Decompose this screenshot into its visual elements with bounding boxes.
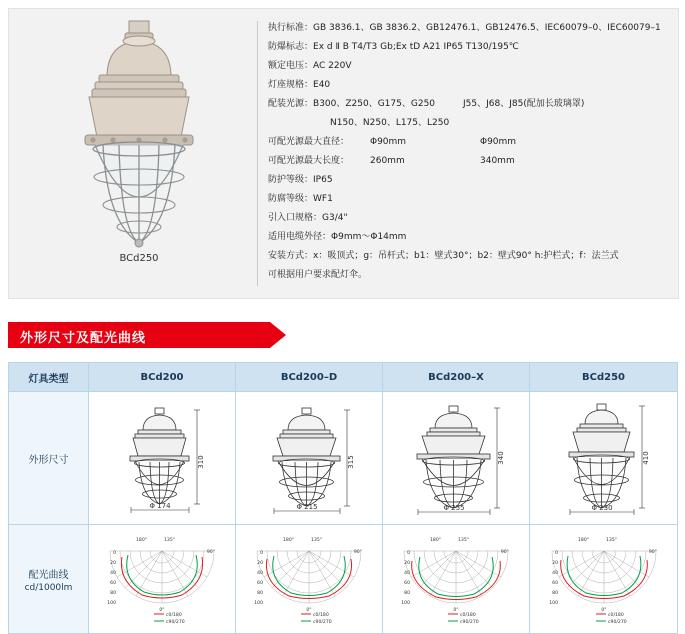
dimension-cell-bcd250 [530, 392, 678, 525]
lamp-source-col1: B300、Z250、G175、G250 [313, 99, 436, 109]
curve-scale-80-bcd200-d: 80 [257, 591, 263, 596]
curve-scale-40-bcd200-d: 40 [257, 571, 263, 576]
spec-note: 可根据用户要求配灯伞。 [268, 270, 368, 280]
dimension-cell-bcd200 [89, 392, 236, 525]
row-label-dimensions: 外形尺寸 [9, 392, 89, 525]
curve-scale-80-bcd200: 80 [110, 591, 116, 596]
dimension-drawing-bcd200 [97, 400, 227, 516]
curve-scale-0-bcd200: 0 [113, 551, 116, 556]
curve-scale-0-bcd250: 0 [554, 551, 558, 556]
spec-row-socket [268, 78, 675, 92]
max-length-v1: 260mm [370, 156, 405, 166]
dimension-diameter-bcd200-x: Φ 255 [443, 504, 465, 512]
curve-scale-20-bcd250: 20 [551, 561, 558, 566]
spec-value: E40 [313, 80, 331, 90]
spec-label: 配装光源： [268, 99, 314, 109]
curve-angle-180-bcd200: 180° [136, 538, 148, 543]
spec-value: Ex d Ⅱ B T4/T3 Gb;Ex tD A21 IP65 T130/195℃ [313, 42, 519, 52]
spec-label: 灯座规格： [268, 80, 314, 90]
dimension-drawing-bcd250 [539, 400, 669, 516]
dimension-cell-bcd200-x [383, 392, 530, 525]
curve-angle-90-bcd200-x: 90° [500, 550, 509, 555]
spec-row-voltage [268, 59, 675, 73]
th-bcd200-d: BCd200–D [236, 363, 383, 392]
curve-cell-bcd200 [89, 525, 236, 634]
spec-value: Φ9mm～Φ14mm [331, 232, 407, 242]
dimension-drawing-bcd200-x [391, 400, 521, 516]
dimension-diameter-bcd250: Φ 230 [590, 504, 613, 512]
dimension-height-bcd250: 410 [641, 451, 650, 465]
curve-angle-0-bcd200: 0° [159, 608, 165, 613]
spec-label: 执行标准： [268, 23, 314, 33]
curve-scale-40-bcd200: 40 [110, 571, 116, 576]
curve-cell-bcd250 [530, 525, 678, 634]
curve-scale-80-bcd200-x: 80 [404, 591, 410, 596]
dimension-height-bcd200: 310 [197, 455, 205, 469]
spec-label: 防爆标志： [268, 42, 314, 52]
curve-legend-c0-bcd200: c0/180 [166, 613, 182, 618]
section-header-dimensions-curves [8, 322, 270, 348]
spec-row-lamp-source-2 [268, 116, 675, 130]
curve-cell-bcd200-x [383, 525, 530, 634]
curve-angle-90-bcd200-d: 90° [353, 550, 362, 555]
curve-legend-c90-bcd250: c90/270 [607, 620, 627, 625]
curve-scale-100-bcd250: 100 [548, 601, 558, 606]
product-photo [29, 17, 249, 287]
row-label-curves-text: 配光曲线 [28, 569, 69, 581]
row-label-curves [9, 525, 89, 634]
curve-legend-c0-bcd250: c0/180 [607, 613, 624, 618]
curve-scale-100-bcd200-d: 100 [254, 601, 263, 606]
spec-value: WF1 [313, 194, 333, 204]
curve-legend-c0-bcd200-d: c0/180 [313, 613, 329, 618]
max-diameter-v1: Φ90mm [370, 137, 407, 147]
spec-row-exproof-mark [268, 40, 675, 54]
spec-row-cable [268, 230, 675, 244]
spec-label: 额定电压： [268, 61, 314, 71]
spec-row-max-diameter [268, 135, 675, 149]
curve-scale-100-bcd200-x: 100 [401, 601, 410, 606]
photometric-curve-bcd200 [102, 533, 222, 625]
spec-row-install [268, 249, 675, 263]
table-row-dimensions [9, 392, 678, 525]
th-type: 灯具类型 [9, 363, 89, 392]
spec-label: 防护等级： [268, 175, 314, 185]
curve-angle-180-bcd250: 180° [577, 538, 589, 543]
section-arrow-icon [270, 322, 286, 348]
curve-angle-180-bcd200-x: 180° [430, 538, 442, 543]
curve-angle-135-bcd200-x: 135° [458, 538, 470, 543]
max-diameter-v2: Φ90mm [480, 137, 517, 147]
dimension-height-bcd200-x: 340 [497, 451, 505, 465]
spec-label: 引入口规格： [268, 213, 323, 223]
curve-scale-0-bcd200-x: 0 [407, 551, 410, 556]
dimension-drawing-bcd200-d [244, 400, 374, 516]
dimension-diameter-bcd200: Φ 174 [149, 502, 171, 510]
spec-row-corrosion [268, 192, 675, 206]
curve-scale-80-bcd250: 80 [551, 591, 558, 596]
curve-scale-60-bcd200: 60 [110, 581, 116, 586]
curve-angle-135-bcd200-d: 135° [311, 538, 323, 543]
photometric-curve-bcd200-d [249, 533, 369, 625]
spec-value: IP65 [313, 175, 333, 185]
max-length-v2: 340mm [480, 156, 515, 166]
product-overview-panel [8, 8, 679, 299]
photometric-curve-bcd200-x [396, 533, 516, 625]
curve-angle-135-bcd200: 135° [164, 538, 176, 543]
section-title: 外形尺寸及配光曲线 [20, 331, 147, 346]
spec-label: 适用电缆外径： [268, 232, 332, 242]
curve-scale-60-bcd250: 60 [551, 581, 558, 586]
curve-legend-c0-bcd200-x: c0/180 [460, 613, 476, 618]
spec-list [257, 21, 675, 286]
spec-label: 可配光源最大长度： [268, 156, 350, 166]
curve-legend-c90-bcd200-x: c90/270 [460, 620, 479, 625]
curve-angle-0-bcd200-x: 0° [453, 608, 459, 613]
curve-angle-135-bcd250: 135° [605, 538, 617, 543]
spec-label: 安装方式： [268, 251, 314, 261]
curve-scale-40-bcd250: 40 [551, 571, 558, 576]
th-bcd250: BCd250 [530, 363, 678, 392]
curve-scale-20-bcd200-d: 20 [257, 561, 263, 566]
spec-row-standard [268, 21, 675, 35]
dimension-height-bcd200-d: 315 [347, 455, 355, 469]
curve-scale-60-bcd200-d: 60 [257, 581, 263, 586]
spec-value: G3/4" [322, 213, 348, 223]
curve-angle-90-bcd250: 90° [648, 550, 657, 555]
dimension-diameter-bcd200-d: Φ 215 [296, 503, 318, 511]
photometric-curve-bcd250 [544, 533, 664, 625]
row-label-curves-unit: cd/1000lm [24, 582, 73, 593]
curve-legend-c90-bcd200-d: c90/270 [313, 620, 332, 625]
curve-scale-100-bcd200: 100 [107, 601, 116, 606]
spec-row-entry [268, 211, 675, 225]
dimensions-and-curves-table [8, 362, 678, 634]
curve-legend-c90-bcd200: c90/270 [166, 620, 185, 625]
dimension-cell-bcd200-d [236, 392, 383, 525]
table-row-curves [9, 525, 678, 634]
spec-value: GB 3836.1、GB 3836.2、GB12476.1、GB12476.5、IEC60079–0、IEC60079–1 [313, 23, 661, 33]
curve-angle-90-bcd200: 90° [206, 550, 215, 555]
curve-scale-20-bcd200: 20 [110, 561, 116, 566]
table-header-row [9, 363, 678, 392]
curve-scale-0-bcd200-d: 0 [260, 551, 263, 556]
product-photo-caption: BCd250 [119, 253, 159, 264]
curve-angle-0-bcd200-d: 0° [306, 608, 312, 613]
spec-label: 可配光源最大直径： [268, 137, 350, 147]
spec-row-max-length [268, 154, 675, 168]
th-bcd200: BCd200 [89, 363, 236, 392]
spec-row-ip-rating [268, 173, 675, 187]
curve-scale-20-bcd200-x: 20 [404, 561, 410, 566]
curve-angle-180-bcd200-d: 180° [283, 538, 295, 543]
th-bcd200-x: BCd200–X [383, 363, 530, 392]
lamp-source-col2: J55、J68、J85(配加长玻璃罩) [463, 99, 585, 109]
curve-cell-bcd200-d [236, 525, 383, 634]
lamp-source-col1-line2: N150、N250、L175、L250 [330, 118, 450, 128]
curve-scale-60-bcd200-x: 60 [404, 581, 410, 586]
spec-value: x：吸顶式；g：吊杆式；b1：壁式30°；b2：壁式90° h:护栏式；f：法兰式 [313, 251, 619, 261]
spec-row-lamp-source [268, 97, 675, 111]
spec-value: AC 220V [313, 61, 352, 71]
curve-scale-40-bcd200-x: 40 [404, 571, 410, 576]
curve-angle-0-bcd250: 0° [600, 608, 607, 613]
spec-label: 防腐等级： [268, 194, 314, 204]
